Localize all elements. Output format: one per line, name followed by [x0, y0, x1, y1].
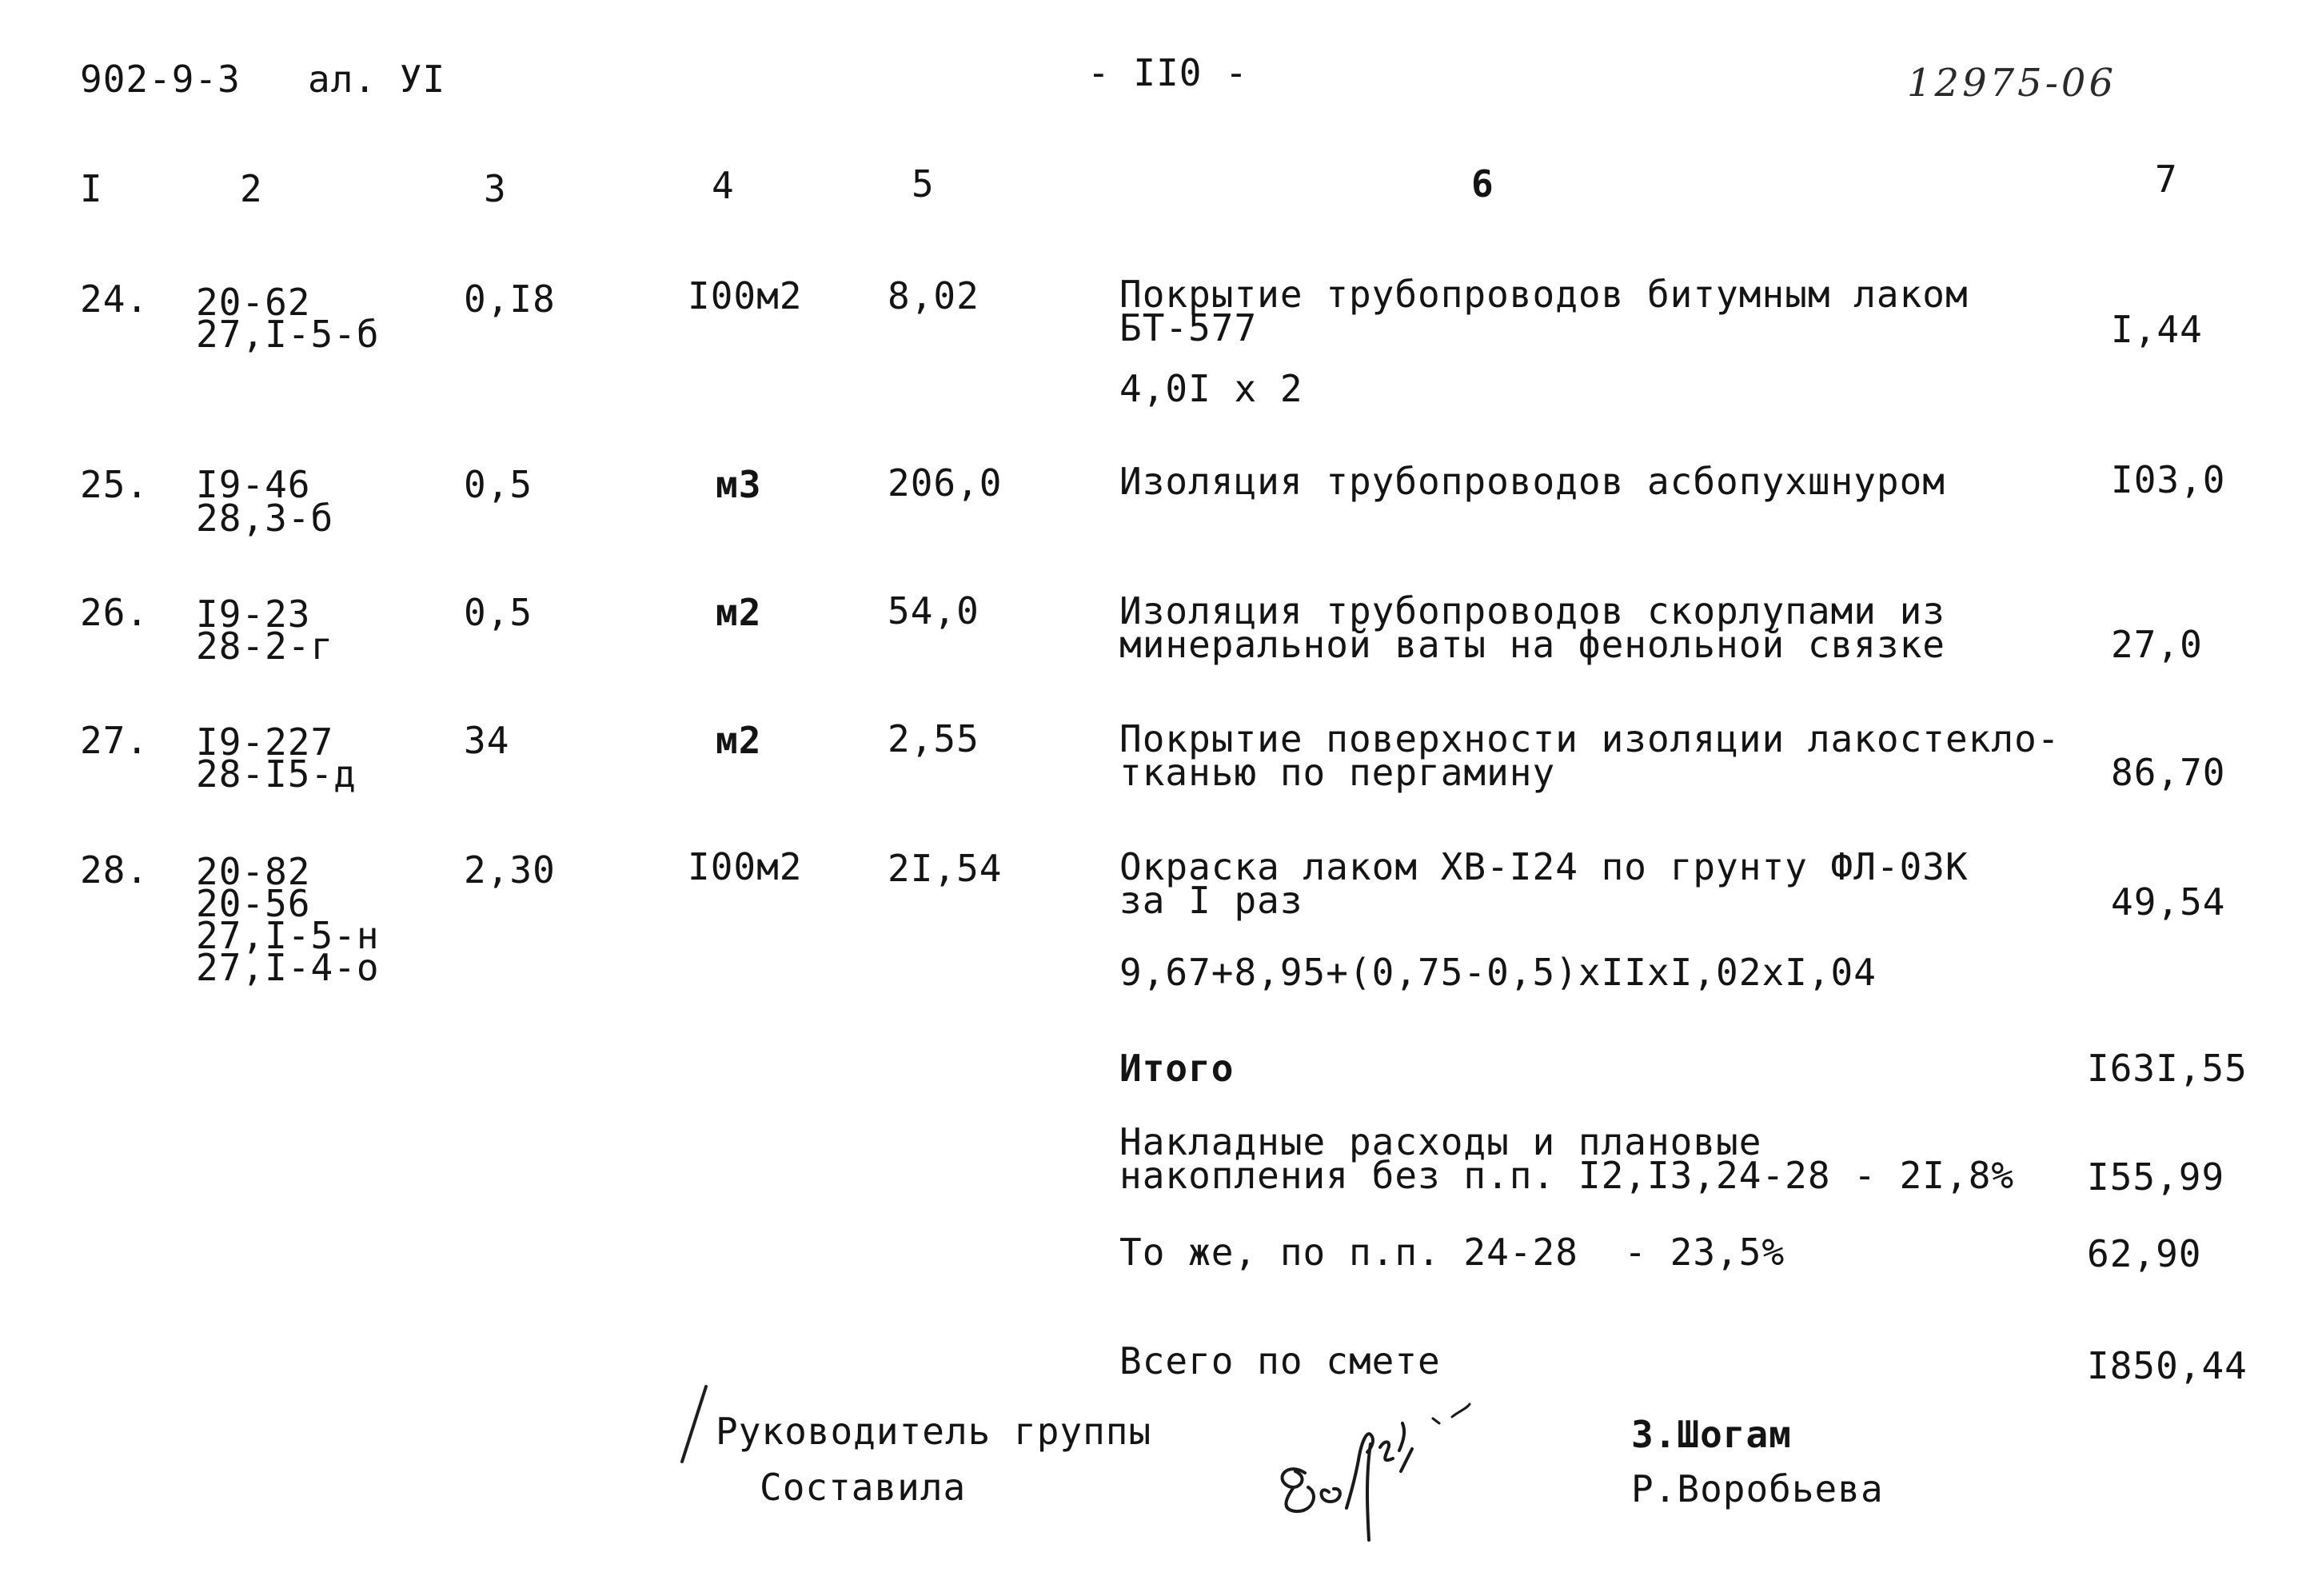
row-description: тканью по пергамину: [1119, 751, 1556, 794]
column-header-3: 3: [484, 167, 507, 210]
row-total: I,44: [2111, 308, 2203, 351]
signature-role-head: Руководитель группы: [716, 1410, 1152, 1453]
row-price: 2I,54: [888, 847, 1003, 890]
row-description: Окраска лаком ХВ-I24 по грунту ФЛ-03К: [1119, 845, 1969, 888]
row-unit: I00м2: [688, 845, 803, 888]
row-unit: м2: [716, 719, 762, 762]
column-header-7: 7: [2155, 158, 2178, 201]
grand-total-value: I850,44: [2087, 1344, 2248, 1387]
row-description: Покрытие трубопроводов битумным лаком: [1119, 273, 1969, 316]
row-code: 28-I5-д: [196, 752, 357, 796]
row-code: 20-56: [196, 882, 311, 925]
row-number: 27.: [80, 719, 150, 762]
subtotal-value: I63I,55: [2087, 1047, 2248, 1090]
row-total: 27,0: [2111, 623, 2203, 666]
column-header-6: 6: [1471, 162, 1494, 205]
row-unit: I00м2: [688, 274, 803, 317]
grand-total-label: Всего по смете: [1119, 1339, 1441, 1383]
row-description: минеральной ваты на фенольной связке: [1119, 623, 1945, 666]
same-overhead-label: То же, по п.п. 24-28 - 23,5%: [1119, 1231, 1785, 1274]
same-overhead-value: 62,90: [2087, 1232, 2202, 1275]
row-code: 27,I-4-о: [196, 946, 380, 989]
slash-mark: [676, 1382, 716, 1470]
row-price: 206,0: [888, 461, 1003, 505]
signature-name-head: З.Шогам: [1631, 1413, 1792, 1456]
row-description: Изоляция трубопроводов асбопухшнуром: [1119, 460, 1945, 503]
overhead-label: накопления без п.п. I2,I3,24-28 - 2I,8%: [1119, 1154, 2015, 1197]
signature-name-compiler: Р.Воробьева: [1631, 1467, 1884, 1510]
row-unit: м3: [716, 463, 762, 506]
row-quantity: 0,5: [464, 463, 533, 506]
column-header-2: 2: [240, 167, 263, 210]
row-calculation: 9,67+8,95+(0,75-0,5)xIIxI,02xI,04: [1119, 951, 1877, 994]
row-quantity: 0,5: [464, 591, 533, 634]
row-code: 20-62: [196, 281, 311, 324]
row-code: 20-82: [196, 850, 311, 893]
handwritten-signature: [1263, 1399, 1503, 1559]
row-code: 27,I-5-б: [196, 313, 380, 356]
row-price: 54,0: [888, 589, 979, 632]
row-total: I03,0: [2111, 458, 2226, 501]
row-calculation: 4,0I x 2: [1119, 367, 1303, 410]
row-number: 28.: [80, 848, 150, 892]
row-code: I9-23: [196, 593, 311, 636]
overhead-label: Накладные расходы и плановые: [1119, 1120, 1762, 1163]
overhead-value: I55,99: [2087, 1155, 2225, 1199]
row-number: 26.: [80, 591, 150, 634]
row-total: 49,54: [2111, 880, 2226, 924]
row-quantity: 0,I8: [464, 277, 556, 321]
row-code: 28,3-б: [196, 497, 334, 540]
row-code: I9-227: [196, 720, 334, 764]
album-number: ал. УI: [308, 58, 446, 101]
document-number: 12975-06: [1907, 61, 2117, 106]
column-header-5: 5: [912, 162, 935, 205]
row-price: 8,02: [888, 274, 979, 317]
column-header-4: 4: [712, 164, 735, 207]
row-number: 25.: [80, 463, 150, 506]
subtotal-label: Итого: [1119, 1047, 1235, 1090]
row-quantity: 34: [464, 719, 510, 762]
row-quantity: 2,30: [464, 848, 556, 892]
row-number: 24.: [80, 277, 150, 321]
row-price: 2,55: [888, 717, 979, 760]
row-description: Изоляция трубопроводов скорлупами из: [1119, 589, 1945, 632]
row-code: 27,I-5-н: [196, 914, 380, 957]
row-description: БТ-577: [1119, 306, 1258, 349]
page-number: - II0 -: [1087, 51, 1248, 94]
row-code: I9-46: [196, 463, 311, 506]
row-unit: м2: [716, 591, 762, 634]
row-description: за I раз: [1119, 879, 1303, 922]
series-code: 902-9-3: [80, 58, 241, 101]
column-header-1: I: [80, 167, 103, 210]
row-total: 86,70: [2111, 751, 2226, 794]
signature-role-compiler: Составила: [760, 1466, 967, 1509]
row-code: 28-2-г: [196, 624, 334, 668]
row-description: Покрытие поверхности изоляции лакостекло-: [1119, 717, 2061, 760]
